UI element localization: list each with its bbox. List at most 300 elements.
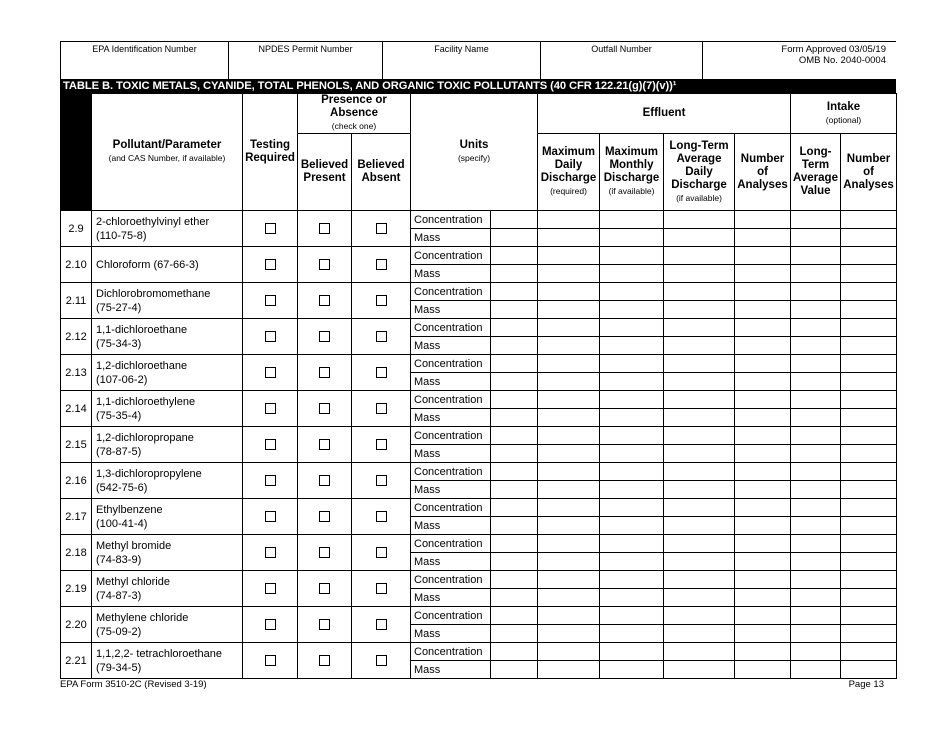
value-cell[interactable] [600,481,664,499]
believed-present-cell [298,355,352,391]
unit-input[interactable] [491,481,538,499]
unit-mass: Mass [411,373,491,391]
unit-input[interactable] [491,283,538,301]
value-cell[interactable] [538,445,600,463]
value-cell[interactable] [538,553,600,571]
believed-present-cell [298,427,352,463]
value-cell[interactable] [538,481,600,499]
value-cell[interactable] [538,355,600,373]
value-cell[interactable] [791,319,841,337]
value-cell[interactable] [664,373,735,391]
value-cell[interactable] [791,481,841,499]
value-cell[interactable] [664,517,735,535]
believed-present-cell [298,391,352,427]
value-cell[interactable] [735,391,791,409]
value-cell[interactable] [791,553,841,571]
value-cell[interactable] [791,589,841,607]
believed-absent-checkbox[interactable] [376,583,387,594]
believed-present-cell [298,535,352,571]
testing-required-checkbox[interactable] [265,295,276,306]
value-cell[interactable] [791,391,841,409]
value-cell[interactable] [841,535,897,553]
value-cell[interactable] [735,661,791,679]
value-cell[interactable] [735,625,791,643]
value-cell[interactable] [538,247,600,265]
value-cell[interactable] [841,481,897,499]
value-cell[interactable] [664,661,735,679]
value-cell[interactable] [841,373,897,391]
value-cell[interactable] [735,319,791,337]
value-cell[interactable] [735,643,791,661]
value-cell[interactable] [735,409,791,427]
believed-present-cell [298,211,352,247]
testing-required-checkbox[interactable] [265,655,276,666]
value-cell[interactable] [841,229,897,247]
value-cell[interactable] [791,409,841,427]
testing-required-checkbox[interactable] [265,583,276,594]
value-cell[interactable] [664,625,735,643]
value-cell[interactable] [664,607,735,625]
value-cell[interactable] [664,589,735,607]
value-cell[interactable] [538,517,600,535]
value-cell[interactable] [664,553,735,571]
value-cell[interactable] [664,643,735,661]
value-cell[interactable] [600,319,664,337]
value-cell[interactable] [600,625,664,643]
unit-input[interactable] [491,499,538,517]
value-cell[interactable] [841,661,897,679]
value-cell[interactable] [735,607,791,625]
row-number: 2.21 [61,643,92,679]
value-cell[interactable] [538,373,600,391]
value-cell[interactable] [538,319,600,337]
value-cell[interactable] [600,499,664,517]
value-cell[interactable] [600,463,664,481]
value-cell[interactable] [791,607,841,625]
value-cell[interactable] [791,427,841,445]
unit-input[interactable] [491,229,538,247]
row-number: 2.18 [61,535,92,571]
believed-absent-checkbox[interactable] [376,511,387,522]
value-cell[interactable] [841,391,897,409]
value-cell[interactable] [841,517,897,535]
value-cell[interactable] [735,553,791,571]
value-cell[interactable] [791,301,841,319]
value-cell[interactable] [735,499,791,517]
value-cell[interactable] [664,337,735,355]
unit-input[interactable] [491,337,538,355]
value-cell[interactable] [841,301,897,319]
believed-present-checkbox[interactable] [319,331,330,342]
value-cell[interactable] [600,337,664,355]
value-cell[interactable] [841,319,897,337]
value-cell[interactable] [538,391,600,409]
believed-absent-checkbox[interactable] [376,295,387,306]
testing-required-cell [243,463,298,499]
form-number: EPA Form 3510-2C (Revised 3-19) [60,679,207,690]
testing-required-cell [243,247,298,283]
value-cell[interactable] [538,409,600,427]
value-cell[interactable] [664,481,735,499]
believed-present-checkbox[interactable] [319,475,330,486]
pollutant-name-cell [92,211,243,247]
omb-number: OMB No. 2040-0004 [798,55,886,66]
value-cell[interactable] [538,535,600,553]
value-cell[interactable] [664,301,735,319]
value-cell[interactable] [735,589,791,607]
unit-input[interactable] [491,445,538,463]
value-cell[interactable] [841,247,897,265]
table-title: TABLE B. TOXIC METALS, CYANIDE, TOTAL PHENOLS, AND ORGANIC TOXIC POLLUTANTS (40 CFR 122.21(g)(7)(v))¹ [60,79,896,93]
pollutant-name-cell [92,607,243,643]
believed-present-cell [298,283,352,319]
value-cell[interactable] [735,247,791,265]
testing-required-checkbox[interactable] [265,619,276,630]
value-cell[interactable] [538,301,600,319]
value-cell[interactable] [600,355,664,373]
value-cell[interactable] [664,247,735,265]
believed-absent-checkbox[interactable] [376,547,387,558]
value-cell[interactable] [600,535,664,553]
pollutant-name: Chloroform (67-66-3) [96,258,199,271]
value-cell[interactable] [841,571,897,589]
believed-absent-checkbox[interactable] [376,655,387,666]
value-cell[interactable] [538,463,600,481]
table-row [61,499,897,517]
value-cell[interactable] [735,445,791,463]
units-header: Units (specify) [411,94,538,211]
believed-absent-cell [352,283,411,319]
value-cell[interactable] [600,265,664,283]
testing-required-checkbox[interactable] [265,403,276,414]
value-cell[interactable] [538,625,600,643]
value-cell[interactable] [791,625,841,643]
believed-present-checkbox[interactable] [319,547,330,558]
outfall-label: Outfall Number [591,44,652,54]
value-cell[interactable] [791,247,841,265]
max-monthly-header: Maximum Monthly Discharge (if available) [600,134,664,211]
unit-concentration: Concentration [411,643,491,661]
unit-input[interactable] [491,319,538,337]
unit-concentration: Concentration [411,391,491,409]
value-cell[interactable] [664,283,735,301]
unit-input[interactable] [491,409,538,427]
unit-input[interactable] [491,625,538,643]
unit-input[interactable] [491,391,538,409]
value-cell[interactable] [841,499,897,517]
unit-mass: Mass [411,481,491,499]
value-cell[interactable] [664,355,735,373]
believed-present-checkbox[interactable] [319,295,330,306]
value-cell[interactable] [664,535,735,553]
unit-input[interactable] [491,589,538,607]
unit-input[interactable] [491,301,538,319]
value-cell[interactable] [841,643,897,661]
value-cell[interactable] [841,283,897,301]
value-cell[interactable] [538,229,600,247]
value-cell[interactable] [791,499,841,517]
unit-input[interactable] [491,211,538,229]
pollutant-header [92,94,243,211]
value-cell[interactable] [841,607,897,625]
unit-input[interactable] [491,427,538,445]
unit-input[interactable] [491,517,538,535]
value-cell[interactable] [841,625,897,643]
value-cell[interactable] [664,391,735,409]
facility-field[interactable] [383,42,541,79]
pollutant-cas: (75-27-4) [96,301,142,314]
believed-present-cell [298,607,352,643]
epa-id-field[interactable] [61,42,229,79]
unit-input[interactable] [491,553,538,571]
table-row [61,211,897,229]
value-cell[interactable] [664,211,735,229]
value-cell[interactable] [735,301,791,319]
value-cell[interactable] [841,355,897,373]
table-row [61,283,897,301]
unit-input[interactable] [491,265,538,283]
testing-required-checkbox[interactable] [265,511,276,522]
value-cell[interactable] [841,589,897,607]
value-cell[interactable] [735,517,791,535]
pollutant-cas: (75-09-2) [96,625,142,638]
outfall-field[interactable] [541,42,703,79]
value-cell[interactable] [735,481,791,499]
pollutants-table [60,93,897,679]
value-cell[interactable] [600,553,664,571]
row-number: 2.12 [61,319,92,355]
believed-present-checkbox[interactable] [319,223,330,234]
testing-required-checkbox[interactable] [265,259,276,270]
unit-concentration: Concentration [411,499,491,517]
row-number: 2.17 [61,499,92,535]
table-row [61,463,897,481]
unit-input[interactable] [491,535,538,553]
value-cell[interactable] [735,535,791,553]
value-cell[interactable] [735,265,791,283]
pollutant-header-sub: (and CAS Number, if available) [108,153,226,163]
testing-required-cell [243,535,298,571]
unit-input[interactable] [491,373,538,391]
pollutant-name: Methyl chloride [96,575,170,588]
believed-absent-cell [352,355,411,391]
value-cell[interactable] [600,571,664,589]
npdes-field[interactable] [229,42,383,79]
value-cell[interactable] [841,427,897,445]
value-cell[interactable] [600,211,664,229]
believed-present-checkbox[interactable] [319,367,330,378]
value-cell[interactable] [791,517,841,535]
believed-absent-cell [352,391,411,427]
unit-mass: Mass [411,445,491,463]
value-cell[interactable] [664,409,735,427]
value-cell[interactable] [735,373,791,391]
believed-absent-checkbox[interactable] [376,259,387,270]
value-cell[interactable] [664,571,735,589]
value-cell[interactable] [791,571,841,589]
believed-present-checkbox[interactable] [319,655,330,666]
pollutant-name: 1,1,2,2- tetrachloroethane [96,647,222,660]
value-cell[interactable] [664,499,735,517]
unit-concentration: Concentration [411,247,491,265]
believed-absent-cell [352,319,411,355]
value-cell[interactable] [600,445,664,463]
value-cell[interactable] [538,661,600,679]
row-number: 2.20 [61,607,92,643]
value-cell[interactable] [538,211,600,229]
unit-input[interactable] [491,607,538,625]
value-cell[interactable] [538,283,600,301]
believed-absent-checkbox[interactable] [376,439,387,450]
pollutant-name: 1,2-dichloroethane [96,359,188,372]
unit-mass: Mass [411,337,491,355]
believed-absent-checkbox[interactable] [376,403,387,414]
value-cell[interactable] [664,319,735,337]
value-cell[interactable] [600,517,664,535]
row-number: 2.11 [61,283,92,319]
value-cell[interactable] [538,265,600,283]
believed-absent-checkbox[interactable] [376,475,387,486]
value-cell[interactable] [791,445,841,463]
pollutant-name: Methylene chloride [96,611,189,624]
believed-absent-checkbox[interactable] [376,367,387,378]
value-cell[interactable] [841,445,897,463]
unit-concentration: Concentration [411,535,491,553]
value-cell[interactable] [600,589,664,607]
value-cell[interactable] [600,229,664,247]
value-cell[interactable] [664,463,735,481]
pollutant-cas: (74-87-3) [96,589,142,602]
value-cell[interactable] [841,211,897,229]
row-number: 2.9 [61,211,92,247]
unit-concentration: Concentration [411,355,491,373]
unit-concentration: Concentration [411,607,491,625]
value-cell[interactable] [600,283,664,301]
npdes-label: NPDES Permit Number [258,44,353,54]
value-cell[interactable] [841,553,897,571]
unit-mass: Mass [411,661,491,679]
value-cell[interactable] [600,409,664,427]
value-cell[interactable] [538,589,600,607]
value-cell[interactable] [735,283,791,301]
value-cell[interactable] [791,661,841,679]
value-cell[interactable] [600,427,664,445]
value-cell[interactable] [791,265,841,283]
value-cell[interactable] [735,337,791,355]
testing-required-cell [243,355,298,391]
pollutant-name: 1,1-dichloroethylene [96,395,196,408]
testing-required-checkbox[interactable] [265,223,276,234]
believed-present-checkbox[interactable] [319,583,330,594]
value-cell[interactable] [538,607,600,625]
value-cell[interactable] [791,211,841,229]
value-cell[interactable] [791,283,841,301]
value-cell[interactable] [735,229,791,247]
value-cell[interactable] [791,337,841,355]
value-cell[interactable] [538,337,600,355]
unit-input[interactable] [491,463,538,481]
unit-mass: Mass [411,553,491,571]
value-cell[interactable] [664,445,735,463]
unit-input[interactable] [491,355,538,373]
value-cell[interactable] [664,427,735,445]
value-cell[interactable] [538,571,600,589]
value-cell[interactable] [538,643,600,661]
value-cell[interactable] [791,355,841,373]
pollutant-name-cell [92,283,243,319]
value-cell[interactable] [735,463,791,481]
value-cell[interactable] [664,265,735,283]
testing-required-checkbox[interactable] [265,331,276,342]
unit-input[interactable] [491,661,538,679]
value-cell[interactable] [791,229,841,247]
value-cell[interactable] [600,607,664,625]
testing-required-checkbox[interactable] [265,439,276,450]
value-cell[interactable] [600,301,664,319]
value-cell[interactable] [841,409,897,427]
value-cell[interactable] [735,355,791,373]
value-cell[interactable] [841,463,897,481]
value-cell[interactable] [735,571,791,589]
testing-required-cell [243,211,298,247]
testing-required-checkbox[interactable] [265,475,276,486]
believed-present-checkbox[interactable] [319,619,330,630]
believed-absent-cell [352,463,411,499]
unit-input[interactable] [491,247,538,265]
value-cell[interactable] [791,373,841,391]
value-cell[interactable] [791,643,841,661]
believed-absent-checkbox[interactable] [376,223,387,234]
testing-required-checkbox[interactable] [265,547,276,558]
believed-absent-cell [352,643,411,679]
believed-absent-checkbox[interactable] [376,619,387,630]
value-cell[interactable] [600,643,664,661]
value-cell[interactable] [841,265,897,283]
unit-input[interactable] [491,571,538,589]
row-number-header [61,94,92,211]
pollutant-name: Ethylbenzene [96,503,163,516]
value-cell[interactable] [538,499,600,517]
value-cell[interactable] [600,391,664,409]
value-cell[interactable] [600,247,664,265]
believed-present-checkbox[interactable] [319,403,330,414]
row-number: 2.15 [61,427,92,463]
believed-absent-checkbox[interactable] [376,331,387,342]
testing-required-checkbox[interactable] [265,367,276,378]
value-cell[interactable] [791,463,841,481]
value-cell[interactable] [600,373,664,391]
value-cell[interactable] [735,211,791,229]
pollutant-header-label: Pollutant/Parameter [112,139,222,151]
presence-sub: (check one) [331,121,377,131]
believed-present-checkbox[interactable] [319,511,330,522]
believed-present-checkbox[interactable] [319,259,330,270]
testing-required-header: Testing Required [243,94,298,211]
value-cell[interactable] [538,427,600,445]
value-cell[interactable] [791,535,841,553]
value-cell[interactable] [600,661,664,679]
row-number: 2.14 [61,391,92,427]
pollutant-name-cell [92,247,243,283]
value-cell[interactable] [664,229,735,247]
pollutant-name: 1,2-dichloropropane [96,431,194,444]
value-cell[interactable] [735,427,791,445]
believed-present-cell [298,499,352,535]
pollutant-cas: (74-83-9) [96,553,142,566]
value-cell[interactable] [841,337,897,355]
unit-input[interactable] [491,643,538,661]
believed-present-checkbox[interactable] [319,439,330,450]
